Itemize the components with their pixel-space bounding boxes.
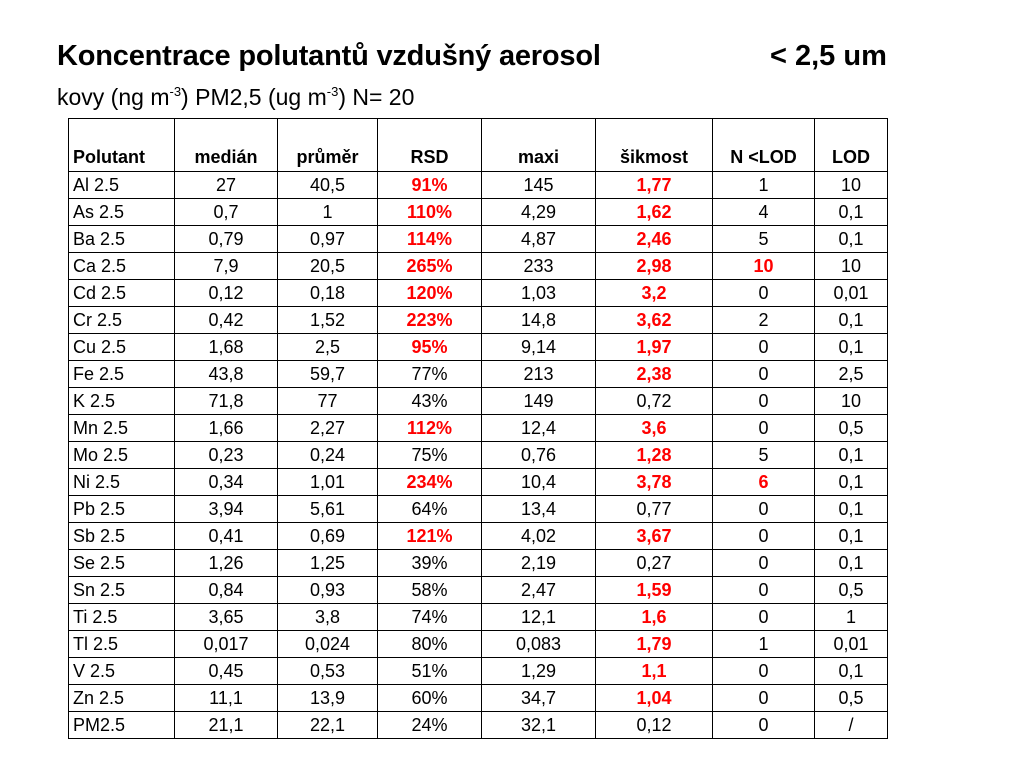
- cell-maxi: 14,8: [482, 307, 596, 334]
- cell-n-below-lod: 5: [713, 226, 815, 253]
- cell-maxi: 34,7: [482, 685, 596, 712]
- cell-skewness: 0,12: [596, 712, 713, 739]
- cell-n-below-lod: 0: [713, 280, 815, 307]
- cell-median: 1,26: [175, 550, 278, 577]
- cell-rsd: 114%: [378, 226, 482, 253]
- cell-rsd: 110%: [378, 199, 482, 226]
- cell-skewness: 3,78: [596, 469, 713, 496]
- cell-polutant: Ni 2.5: [69, 469, 175, 496]
- cell-mean: 0,024: [278, 631, 378, 658]
- cell-mean: 1,01: [278, 469, 378, 496]
- pollutant-table: [68, 118, 888, 739]
- cell-rsd: 120%: [378, 280, 482, 307]
- cell-lod: 0,1: [815, 496, 888, 523]
- cell-median: 7,9: [175, 253, 278, 280]
- cell-n-below-lod: 0: [713, 685, 815, 712]
- cell-mean: 1: [278, 199, 378, 226]
- cell-n-below-lod: 2: [713, 307, 815, 334]
- cell-maxi: 4,29: [482, 199, 596, 226]
- header-polutant: Polutant: [69, 119, 175, 172]
- cell-maxi: 0,083: [482, 631, 596, 658]
- cell-skewness: 2,98: [596, 253, 713, 280]
- cell-n-below-lod: 0: [713, 658, 815, 685]
- cell-lod: 0,5: [815, 577, 888, 604]
- cell-lod: 0,1: [815, 658, 888, 685]
- cell-median: 3,94: [175, 496, 278, 523]
- table-row: [69, 334, 888, 361]
- table-row: [69, 361, 888, 388]
- table-row: [69, 712, 888, 739]
- cell-maxi: 10,4: [482, 469, 596, 496]
- cell-n-below-lod: 4: [713, 199, 815, 226]
- cell-lod: /: [815, 712, 888, 739]
- cell-median: 0,23: [175, 442, 278, 469]
- table-header-row: [69, 119, 888, 172]
- cell-rsd: 74%: [378, 604, 482, 631]
- cell-n-below-lod: 0: [713, 415, 815, 442]
- cell-mean: 0,53: [278, 658, 378, 685]
- table-row: [69, 658, 888, 685]
- cell-median: 71,8: [175, 388, 278, 415]
- table-row: [69, 253, 888, 280]
- cell-mean: 2,27: [278, 415, 378, 442]
- cell-mean: 13,9: [278, 685, 378, 712]
- cell-polutant: Ti 2.5: [69, 604, 175, 631]
- header-rsd: RSD: [378, 119, 482, 172]
- cell-n-below-lod: 0: [713, 712, 815, 739]
- cell-median: 0,12: [175, 280, 278, 307]
- cell-rsd: 80%: [378, 631, 482, 658]
- cell-maxi: 12,1: [482, 604, 596, 631]
- cell-mean: 0,93: [278, 577, 378, 604]
- cell-lod: 2,5: [815, 361, 888, 388]
- cell-rsd: 24%: [378, 712, 482, 739]
- cell-polutant: Ca 2.5: [69, 253, 175, 280]
- cell-polutant: Zn 2.5: [69, 685, 175, 712]
- kovy-units-prefix: kovy (ng m: [57, 84, 170, 110]
- header-mean: průměr: [278, 119, 378, 172]
- cell-rsd: 64%: [378, 496, 482, 523]
- cell-skewness: 0,72: [596, 388, 713, 415]
- cell-maxi: 2,47: [482, 577, 596, 604]
- table-row: [69, 415, 888, 442]
- cell-mean: 59,7: [278, 361, 378, 388]
- cell-median: 0,41: [175, 523, 278, 550]
- cell-mean: 0,18: [278, 280, 378, 307]
- cell-maxi: 4,02: [482, 523, 596, 550]
- cell-maxi: 9,14: [482, 334, 596, 361]
- cell-lod: 10: [815, 388, 888, 415]
- cell-lod: 0,01: [815, 631, 888, 658]
- cell-median: 0,7: [175, 199, 278, 226]
- cell-n-below-lod: 1: [713, 631, 815, 658]
- cell-skewness: 1,62: [596, 199, 713, 226]
- table-row: [69, 631, 888, 658]
- cell-rsd: 95%: [378, 334, 482, 361]
- cell-lod: 0,01: [815, 280, 888, 307]
- cell-maxi: 4,87: [482, 226, 596, 253]
- cell-polutant: As 2.5: [69, 199, 175, 226]
- cell-mean: 77: [278, 388, 378, 415]
- cell-polutant: Cu 2.5: [69, 334, 175, 361]
- cell-rsd: 75%: [378, 442, 482, 469]
- header-median: medián: [175, 119, 278, 172]
- cell-lod: 0,1: [815, 442, 888, 469]
- cell-polutant: Cr 2.5: [69, 307, 175, 334]
- cell-polutant: Sn 2.5: [69, 577, 175, 604]
- table-row: [69, 388, 888, 415]
- cell-mean: 0,24: [278, 442, 378, 469]
- table-row: [69, 199, 888, 226]
- cell-skewness: 0,27: [596, 550, 713, 577]
- cell-lod: 0,1: [815, 550, 888, 577]
- cell-median: 0,42: [175, 307, 278, 334]
- table-row: [69, 442, 888, 469]
- cell-rsd: 234%: [378, 469, 482, 496]
- cell-lod: 0,1: [815, 307, 888, 334]
- cell-rsd: 121%: [378, 523, 482, 550]
- cell-lod: 0,5: [815, 685, 888, 712]
- cell-polutant: Cd 2.5: [69, 280, 175, 307]
- cell-median: 11,1: [175, 685, 278, 712]
- cell-maxi: 1,03: [482, 280, 596, 307]
- cell-n-below-lod: 0: [713, 388, 815, 415]
- cell-skewness: 2,38: [596, 361, 713, 388]
- cell-polutant: PM2.5: [69, 712, 175, 739]
- cell-maxi: 32,1: [482, 712, 596, 739]
- table-row: [69, 226, 888, 253]
- cell-rsd: 51%: [378, 658, 482, 685]
- cell-lod: 0,1: [815, 523, 888, 550]
- cell-polutant: Mn 2.5: [69, 415, 175, 442]
- cell-median: 27: [175, 172, 278, 199]
- cell-skewness: 1,97: [596, 334, 713, 361]
- table-row: [69, 550, 888, 577]
- cell-rsd: 223%: [378, 307, 482, 334]
- cell-n-below-lod: 1: [713, 172, 815, 199]
- cell-rsd: 265%: [378, 253, 482, 280]
- cell-rsd: 60%: [378, 685, 482, 712]
- table-row: [69, 469, 888, 496]
- cell-polutant: Tl 2.5: [69, 631, 175, 658]
- table-row: [69, 577, 888, 604]
- header-skewness: šikmost: [596, 119, 713, 172]
- cell-polutant: Al 2.5: [69, 172, 175, 199]
- cell-median: 3,65: [175, 604, 278, 631]
- cell-lod: 0,1: [815, 199, 888, 226]
- cell-skewness: 1,79: [596, 631, 713, 658]
- cell-skewness: 0,77: [596, 496, 713, 523]
- cell-rsd: 43%: [378, 388, 482, 415]
- cell-mean: 40,5: [278, 172, 378, 199]
- cell-mean: 2,5: [278, 334, 378, 361]
- header-lod: LOD: [815, 119, 888, 172]
- table-row: [69, 523, 888, 550]
- cell-n-below-lod: 0: [713, 334, 815, 361]
- cell-mean: 20,5: [278, 253, 378, 280]
- cell-median: 1,68: [175, 334, 278, 361]
- cell-skewness: 3,62: [596, 307, 713, 334]
- cell-maxi: 213: [482, 361, 596, 388]
- cell-polutant: Se 2.5: [69, 550, 175, 577]
- cell-n-below-lod: 0: [713, 361, 815, 388]
- cell-mean: 0,69: [278, 523, 378, 550]
- cell-skewness: 1,1: [596, 658, 713, 685]
- cell-polutant: V 2.5: [69, 658, 175, 685]
- cell-maxi: 2,19: [482, 550, 596, 577]
- cell-skewness: 2,46: [596, 226, 713, 253]
- pm-units-exponent: -3: [326, 84, 339, 99]
- table-row: [69, 496, 888, 523]
- cell-rsd: 39%: [378, 550, 482, 577]
- cell-median: 0,017: [175, 631, 278, 658]
- cell-mean: 1,52: [278, 307, 378, 334]
- cell-n-below-lod: 0: [713, 523, 815, 550]
- cell-median: 0,45: [175, 658, 278, 685]
- table-row: [69, 307, 888, 334]
- cell-lod: 0,5: [815, 415, 888, 442]
- cell-maxi: 1,29: [482, 658, 596, 685]
- cell-maxi: 12,4: [482, 415, 596, 442]
- cell-n-below-lod: 5: [713, 442, 815, 469]
- table-row: [69, 604, 888, 631]
- kovy-units-suffix: ): [181, 84, 189, 110]
- cell-skewness: 1,59: [596, 577, 713, 604]
- header-maxi: maxi: [482, 119, 596, 172]
- cell-mean: 1,25: [278, 550, 378, 577]
- cell-polutant: Sb 2.5: [69, 523, 175, 550]
- cell-rsd: 91%: [378, 172, 482, 199]
- cell-median: 21,1: [175, 712, 278, 739]
- pm-units-prefix: PM2,5 (ug m: [195, 84, 327, 110]
- cell-lod: 0,1: [815, 334, 888, 361]
- table-row: [69, 685, 888, 712]
- cell-n-below-lod: 0: [713, 604, 815, 631]
- cell-lod: 1: [815, 604, 888, 631]
- cell-rsd: 112%: [378, 415, 482, 442]
- cell-skewness: 1,28: [596, 442, 713, 469]
- cell-polutant: Mo 2.5: [69, 442, 175, 469]
- cell-maxi: 145: [482, 172, 596, 199]
- cell-n-below-lod: 0: [713, 550, 815, 577]
- cell-median: 43,8: [175, 361, 278, 388]
- cell-skewness: 1,04: [596, 685, 713, 712]
- kovy-units-exponent: -3: [169, 84, 182, 99]
- cell-rsd: 58%: [378, 577, 482, 604]
- cell-skewness: 1,6: [596, 604, 713, 631]
- cell-maxi: 233: [482, 253, 596, 280]
- table-row: [69, 172, 888, 199]
- cell-n-below-lod: 0: [713, 577, 815, 604]
- table-body: [69, 172, 888, 739]
- cell-polutant: K 2.5: [69, 388, 175, 415]
- pm-units-suffix: ) N= 20: [338, 84, 415, 110]
- cell-maxi: 0,76: [482, 442, 596, 469]
- cell-polutant: Ba 2.5: [69, 226, 175, 253]
- cell-lod: 0,1: [815, 226, 888, 253]
- cell-polutant: Fe 2.5: [69, 361, 175, 388]
- cell-lod: 10: [815, 172, 888, 199]
- cell-n-below-lod: 6: [713, 469, 815, 496]
- cell-n-below-lod: 10: [713, 253, 815, 280]
- cell-mean: 0,97: [278, 226, 378, 253]
- cell-median: 0,34: [175, 469, 278, 496]
- cell-skewness: 1,77: [596, 172, 713, 199]
- cell-mean: 5,61: [278, 496, 378, 523]
- cell-median: 1,66: [175, 415, 278, 442]
- cell-lod: 0,1: [815, 469, 888, 496]
- cell-median: 0,79: [175, 226, 278, 253]
- subtitle: [57, 84, 414, 111]
- cell-polutant: Pb 2.5: [69, 496, 175, 523]
- cell-rsd: 77%: [378, 361, 482, 388]
- cell-maxi: 149: [482, 388, 596, 415]
- cell-skewness: 3,6: [596, 415, 713, 442]
- cell-maxi: 13,4: [482, 496, 596, 523]
- table-row: [69, 280, 888, 307]
- cell-mean: 3,8: [278, 604, 378, 631]
- cell-median: 0,84: [175, 577, 278, 604]
- cell-n-below-lod: 0: [713, 496, 815, 523]
- cell-lod: 10: [815, 253, 888, 280]
- cell-skewness: 3,2: [596, 280, 713, 307]
- cell-mean: 22,1: [278, 712, 378, 739]
- page-title: Koncentrace polutantů vzdušný aerosol: [57, 40, 601, 72]
- cell-skewness: 3,67: [596, 523, 713, 550]
- particle-size-label: < 2,5 um: [770, 40, 887, 72]
- header-n-below-lod: N <LOD: [713, 119, 815, 172]
